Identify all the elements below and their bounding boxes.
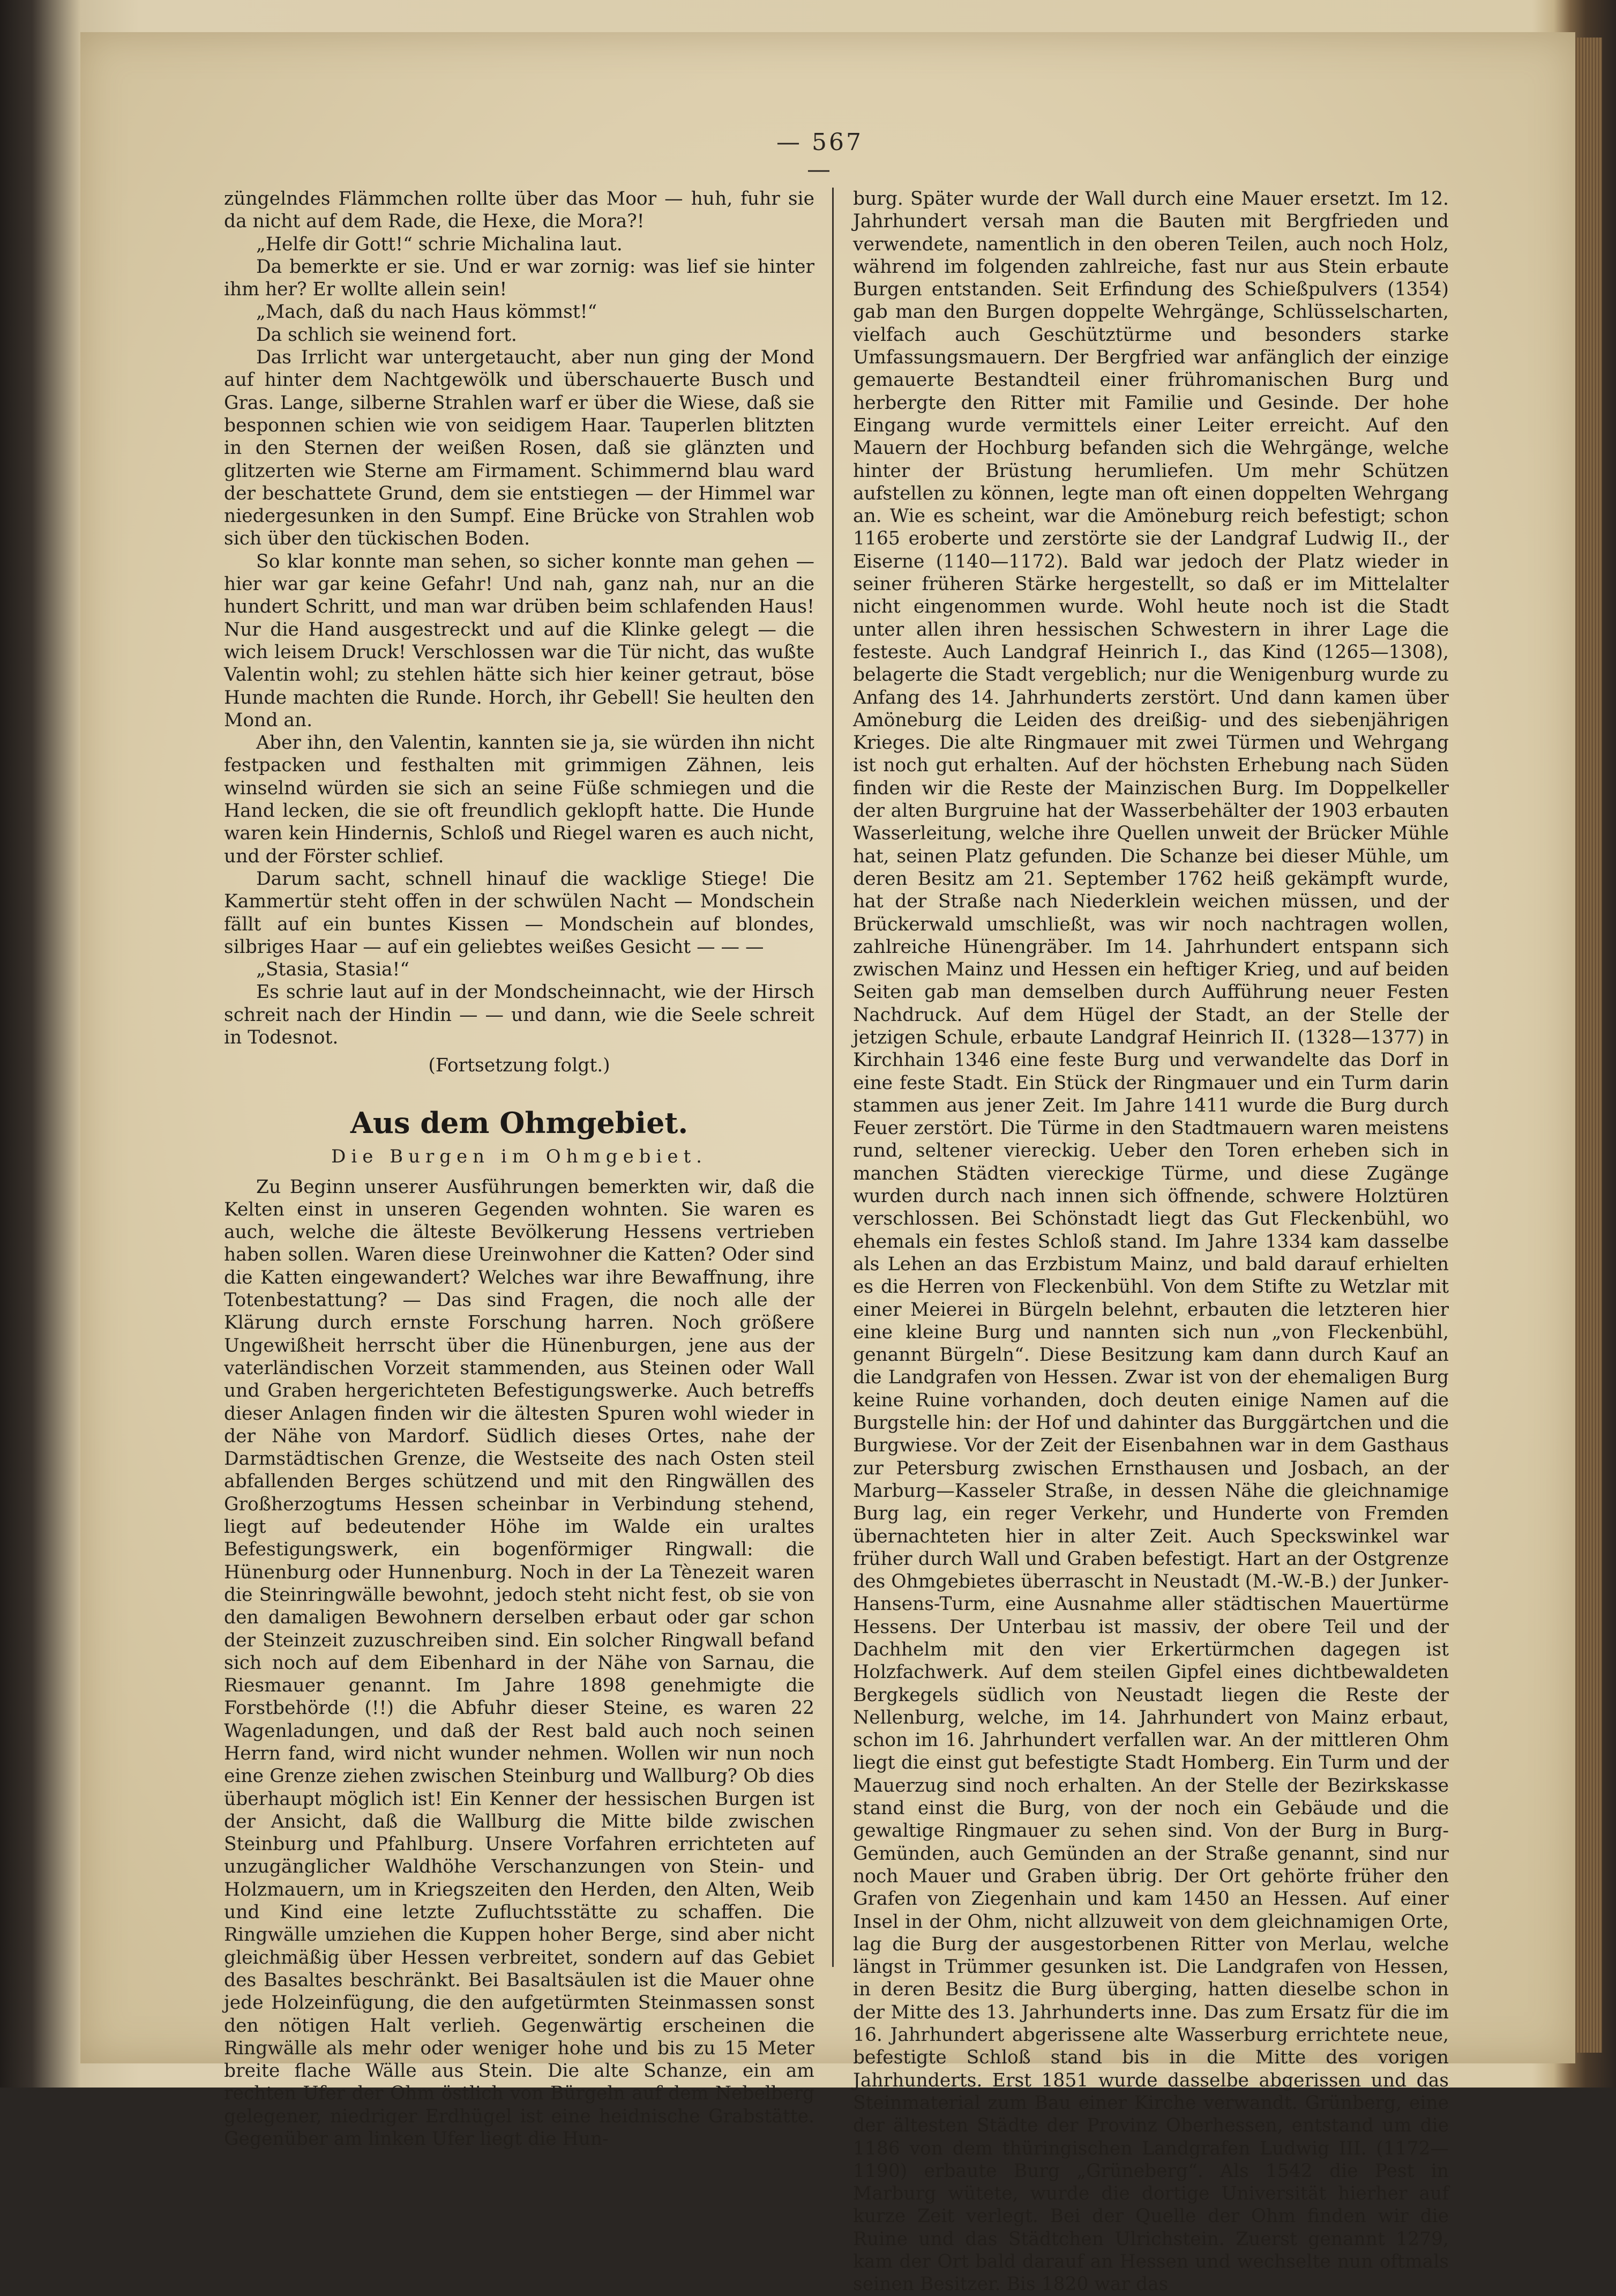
paragraph: Da schlich sie weinend fort.	[256, 324, 517, 346]
paragraph: Da bemerkte er sie. Und er war zornig: was lief sie hinter ihm her? Er wollte allein sein!	[224, 256, 814, 301]
paragraph: Aber ihn, den Valentin, kannten sie ja, sie würden ihn nicht festpacken und festhalten mit grimmigen Zähnen, leis winselnd würden sie sich an seine Füße schmiegen und die Hand lecken, die sie oft freundlich geklopft hatte. Die Hunde waren kein Hindernis, Schloß und Riegel waren es auch nicht, und der Förster schlief.	[224, 732, 814, 867]
paragraph: „Helfe dir Gott!“ schrie Michalina laut.	[256, 233, 623, 255]
paragraph: So klar konnte man sehen, so sicher konnte man gehen — hier war gar keine Gefahr! Und nah, ganz nah, nur an die hundert Schritt, und man war drüben beim schlafenden Haus! Nur die Hand ausgestreckt und auf die Klinke gelegt — die wich leisem Druck! Verschlossen war die Tür nicht, das wußte Valentin wohl; zu stehlen hätte sich hier keiner getraut, böse Hunde machten die Runde. Horch, ihr Gebell! Sie heulten den Mond an.	[224, 550, 814, 731]
page-number: — 567 —	[776, 129, 863, 183]
right-column	[853, 188, 1449, 2296]
paragraph: burg. Später wurde der Wall durch eine Mauer ersetzt. Im 12. Jahrhundert versah man die Bauten mit Bergfrieden und verwendete, namentlich in den oberen Teilen, auch noch Holz, während im folgenden zahlreiche, fast nur aus Stein erbaute Burgen entstanden. Seit Erfindung des Schießpulvers (1354) gab man den Burgen doppelte Wehrgänge, Schlüsselscharten, vielfach auch Geschütztürme und besonders starke Umfassungsmauern. Der Bergfried war anfänglich der einzige gemauerte Bestandteil einer frühromanischen Burg und herbergte den Ritter mit Familie und Gesinde. Der hohe Eingang wurde vermittels einer Leiter erreicht. Auf den Mauern der Hochburg befanden sich die Wehrgänge, welche hinter der Brüstung herumliefen. Um mehr Schützen aufstellen zu können, legte man oft einen doppelten Wehrgang an. Wie es scheint, war die Amöneburg reich befestigt; schon 1165 eroberte und zerstörte sie der Landgraf Ludwig II., der Eiserne (1140—1172). Bald war jedoch der Platz wieder in seiner früheren Stärke hergestellt, so daß er im Mittelalter nicht eingenommen wurde. Wohl heute noch ist die Stadt unter allen ihren hessischen Schwestern in ihrer Lage die festeste. Auch Landgraf Heinrich I., das Kind (1265—1308), belagerte die Stadt vergeblich; nur die Wenigenburg wurde zu Anfang des 14. Jahrhunderts zerstört. Und dann kamen über Amöneburg die Leiden des dreißig- und des siebenjährigen Krieges. Die alte Ringmauer mit zwei Türmen und Wehrgang ist noch gut erhalten. Auf der höchsten Erhebung nach Süden finden wir die Reste der Mainzischen Burg. Im Doppelkeller der alten Burgruine hat der Wasserbehälter der 1903 erbauten Wasserleitung, welche ihre Quellen unweit der Brücker Mühle hat, seinen Platz gefunden. Die Schanze bei dieser Mühle, um deren Besitz am 21. September 1762 heiß gekämpft wurde, hat der Straße nach Niederklein weichen müssen, und der Brückerwald umschließt, was wir noch nachtragen wollen, zahlreiche Hünengräber. Im 14. Jahrhundert entspann sich zwischen Mainz und Hessen ein heftiger Krieg, und auf beiden Seiten gab man demselben durch Aufführung neuer Festen Nachdruck. Auf dem Hügel der Stadt, an der Stelle der jetzigen Schule, erbaute Landgraf Heinrich II. (1328—1377) in Kirchhain 1346 eine feste Burg und verwandelte das Dorf in eine feste Stadt. Ein Stück der Ringmauer und ein Turm darin stammen aus jener Zeit. Im Jahre 1411 wurde die Burg durch Feuer zerstört. Die Türme in den Stadtmauern waren meistens rund, seltener viereckig. Ueber den Toren erheben sich in manchen Städten viereckige Türme, und diese Zugänge wurden durch nach innen sich öffnende, schwere Holztüren verschlossen. Bei Schönstadt liegt das Gut Fleckenbühl, wo ehemals ein festes Schloß stand. Im Jahre 1334 kam dasselbe als Lehen an das Erzbistum Mainz, und bald darauf erhielten es die Herren von Fleckenbühl. Von dem Stifte zu Wetzlar mit einer Meierei in Bürgeln belehnt, erbauten die letzteren hier eine kleine Burg und nannten sich nun „von Fleckenbühl, genannt Bürgeln“. Diese Besitzung kam dann durch Kauf an die Landgrafen von Hessen. Zwar ist von der ehemaligen Burg keine Ruine vorhanden, doch deuten einige Namen auf die Burgstelle hin: der Hof und dahinter das Burggärtchen und die Burgwiese. Vor der Zeit der Eisenbahnen war in dem Gasthaus zur Petersburg zwischen Ernsthausen und Josbach, an der Marburg—Kasseler Straße, in dessen Nähe die gleichnamige Burg lag, ein reger Verkehr, und Hunderte von Fremden übernachteten hier in alter Zeit. Auch Speckswinkel war früher durch Wall und Graben befestigt. Hart an der Ostgrenze des Ohmgebietes überrascht in Neustadt (M.-W.-B.) der Junker-Hansens-Turm, eine Ausnahme aller städtischen Mauertürme Hessens. Der Unterbau ist massiv, der obere Teil und der Dachhelm mit den vier Erkertürmchen dagegen ist Holzfachwerk. Auf dem steilen Gipfel eines dichtbewaldeten Bergkegels südlich von Neustadt liegen die Reste der Nellenburg, welche, im 14. Jahrhundert von Mainz erbaut, schon im 16. Jahrhundert verfallen war. An der mittleren Ohm liegt die einst gut befestigte Stadt Homberg. Ein Turm und der Mauerzug sind noch erhalten. An der Stelle der Bezirkskasse stand einst die Burg, von der noch ein Gebäude und die gewaltige Ringmauer zu sehen sind. Von der Burg in Burg-Gemünden, auch Gemünden an der Straße genannt, sind nur noch Mauer und Graben übrig. Der Ort gehörte früher den Grafen von Ziegenhain und kam 1450 an Hessen. Auf einer Insel in der Ohm, nicht allzuweit von dem gleichnamigen Orte, lag die Burg der ausgestorbenen Ritter von Merlau, welche längst in Trümmer gesunken ist. Die Landgrafen von Hessen, in deren Besitz die Burg überging, hatten dieselbe schon in der Mitte des 13. Jahrhunderts inne. Das zum Ersatz für die im 16. Jahrhundert abgerissene alte Wasserburg errichtete neue, befestigte Schloß stand bis in die Mitte des vorigen Jahrhunderts. Erst 1851 wurde dasselbe abgerissen und das Steinmaterial zum Bau einer Kirche verwandt. Grünberg, eine der ältesten Städte der Provinz Oberhessen, entstand um die 1186 von dem thüringischen Landgrafen Ludwig III. (1172—1190) erbaute Burg „Grüneberg“. Als 1542 die Pest in Marburg wütete, wurde die dortige Universität hierher auf kurze Zeit verlegt. Bei der Quelle der Ohm finden wir die Ruine und das Städtchen Ulrichstein. Zuerst genannt 1279, kam der Ort bald darauf an Hessen und wechselte nun oftmals seinen Besitzer. Bis 1820 war das	[853, 188, 1449, 2295]
paragraph: Darum sacht, schnell hinauf die wacklige Stiege! Die Kammertür steht offen in der schwülen Nacht — Mondschein fällt auf ein buntes Kissen — Mondschein auf blondes, silbriges Haar — auf ein geliebtes weißes Gesicht — — —	[224, 868, 814, 958]
continuation-note: (Fortsetzung folgt.)	[428, 1055, 610, 1077]
paragraph: züngelndes Flämmchen rollte über das Moor — huh, fuhr sie da nicht auf dem Rade, die Hexe, die Mora?!	[224, 188, 814, 233]
paragraph: „Mach, daß du nach Haus kömmst!“	[256, 301, 597, 323]
paragraph: „Stasia, Stasia!“	[256, 959, 410, 981]
paragraph: Es schrie laut auf in der Mondscheinnacht, wie der Hirsch schreit nach der Hindin — — und dann, wie die Seele schreit in Todesnot.	[224, 981, 814, 1048]
paragraph: Zu Beginn unserer Ausführungen bemerkten wir, daß die Kelten einst in unseren Gegenden wohnten. Sie waren es auch, welche die älteste Bevölkerung Hessens vertrieben haben sollen. Waren diese Ureinwohner die Katten? Oder sind die Katten eingewandert? Welches war ihre Bewaffnung, ihre Totenbestattung? — Das sind Fragen, die noch alle der Klärung durch ernste Forschung harren. Noch größere Ungewißheit herrscht über die Hünenburgen, jene aus der vaterländischen Vorzeit stammenden, aus Steinen oder Wall und Graben hergerichteten Befestigungswerke. Auch betreffs dieser Anlagen finden wir die ältesten Spuren wohl wieder in der Nähe von Mardorf. Südlich dieses Ortes, nahe der Darmstädtischen Grenze, die Westseite des nach Osten steil abfallenden Berges schützend und mit den Ringwällen des Großherzogtums Hessen scheinbar in Verbindung stehend, liegt auf bedeutender Höhe im Walde ein uraltes Befestigungswerk, ein bogenförmiger Ringwall: die Hünenburg oder Hunnenburg. Noch in der La Tènezeit waren die Steinringwälle bewohnt, jedoch steht nicht fest, ob sie von den damaligen Bewohnern derselben erbaut oder gar schon der Steinzeit zuzuschreiben sind. Ein solcher Ringwall befand sich noch auf dem Eibenhard in der Nähe von Sarnau, die Riesmauer genannt. Im Jahre 1898 genehmigte die Forstbehörde (!!) die Abfuhr dieser Steine, es waren 22 Wagenladungen, und daß der Rest bald auch noch seinen Herrn fand, wird nicht wunder nehmen. Wollen wir nun noch eine Grenze ziehen zwischen Steinburg und Wallburg? Ob dies überhaupt möglich ist! Ein Kenner der hessischen Burgen ist der Ansicht, daß die Wallburg die Mitte bilde zwischen Steinburg und Pfahlburg. Unsere Vorfahren errichteten auf unzugänglicher Waldhöhe Verschanzungen von Stein- und Holzmauern, um in Kriegszeiten den Herden, den Alten, Weib und Kind eine letzte Zufluchtsstätte zu schaffen. Die Ringwälle umziehen die Kuppen hoher Berge, sind aber nicht gleichmäßig über Hessen verbreitet, sondern auf das Gebiet des Basaltes beschränkt. Bei Basaltsäulen ist die Mauer ohne jede Holzeinfügung, die den aufgetürmten Steinmassen sonst den nötigen Halt verlieh. Gegenwärtig erscheinen die Ringwälle als mehr oder weniger hohe und bis zu 15 Meter breite flache Wälle aus Stein. Die alte Schanze, ein am rechten Ufer der Ohm östlich von Bürgeln auf dem Nebelberg gelegener, niedriger Erdhügel ist eine heidnische Grabstätte. Gegenüber am linken Ufer liegt die Hun-	[224, 1176, 814, 2150]
left-column	[224, 188, 814, 2150]
article-subheading: Die Burgen im Ohmgebiet.	[331, 1145, 707, 1167]
column-divider	[832, 188, 834, 1967]
article-heading: Aus dem Ohmgebiet.	[350, 1105, 689, 1140]
paragraph: Das Irrlicht war untergetaucht, aber nun ging der Mond auf hinter dem Nachtgewölk und überschauerte Busch und Gras. Lange, silberne Strahlen warf er über die Wiese, daß sie besponnen schien wie von seidigem Haar. Tauperlen blitzten in den Sternen der weißen Rosen, daß sie glänzten und glitzerten wie Sterne am Firmament. Schimmernd blau ward der beschattete Grund, dem sie entstiegen — der Himmel war niedergesunken in den Sumpf. Eine Brücke von Strahlen wob sich über den tückischen Boden.	[224, 347, 814, 550]
